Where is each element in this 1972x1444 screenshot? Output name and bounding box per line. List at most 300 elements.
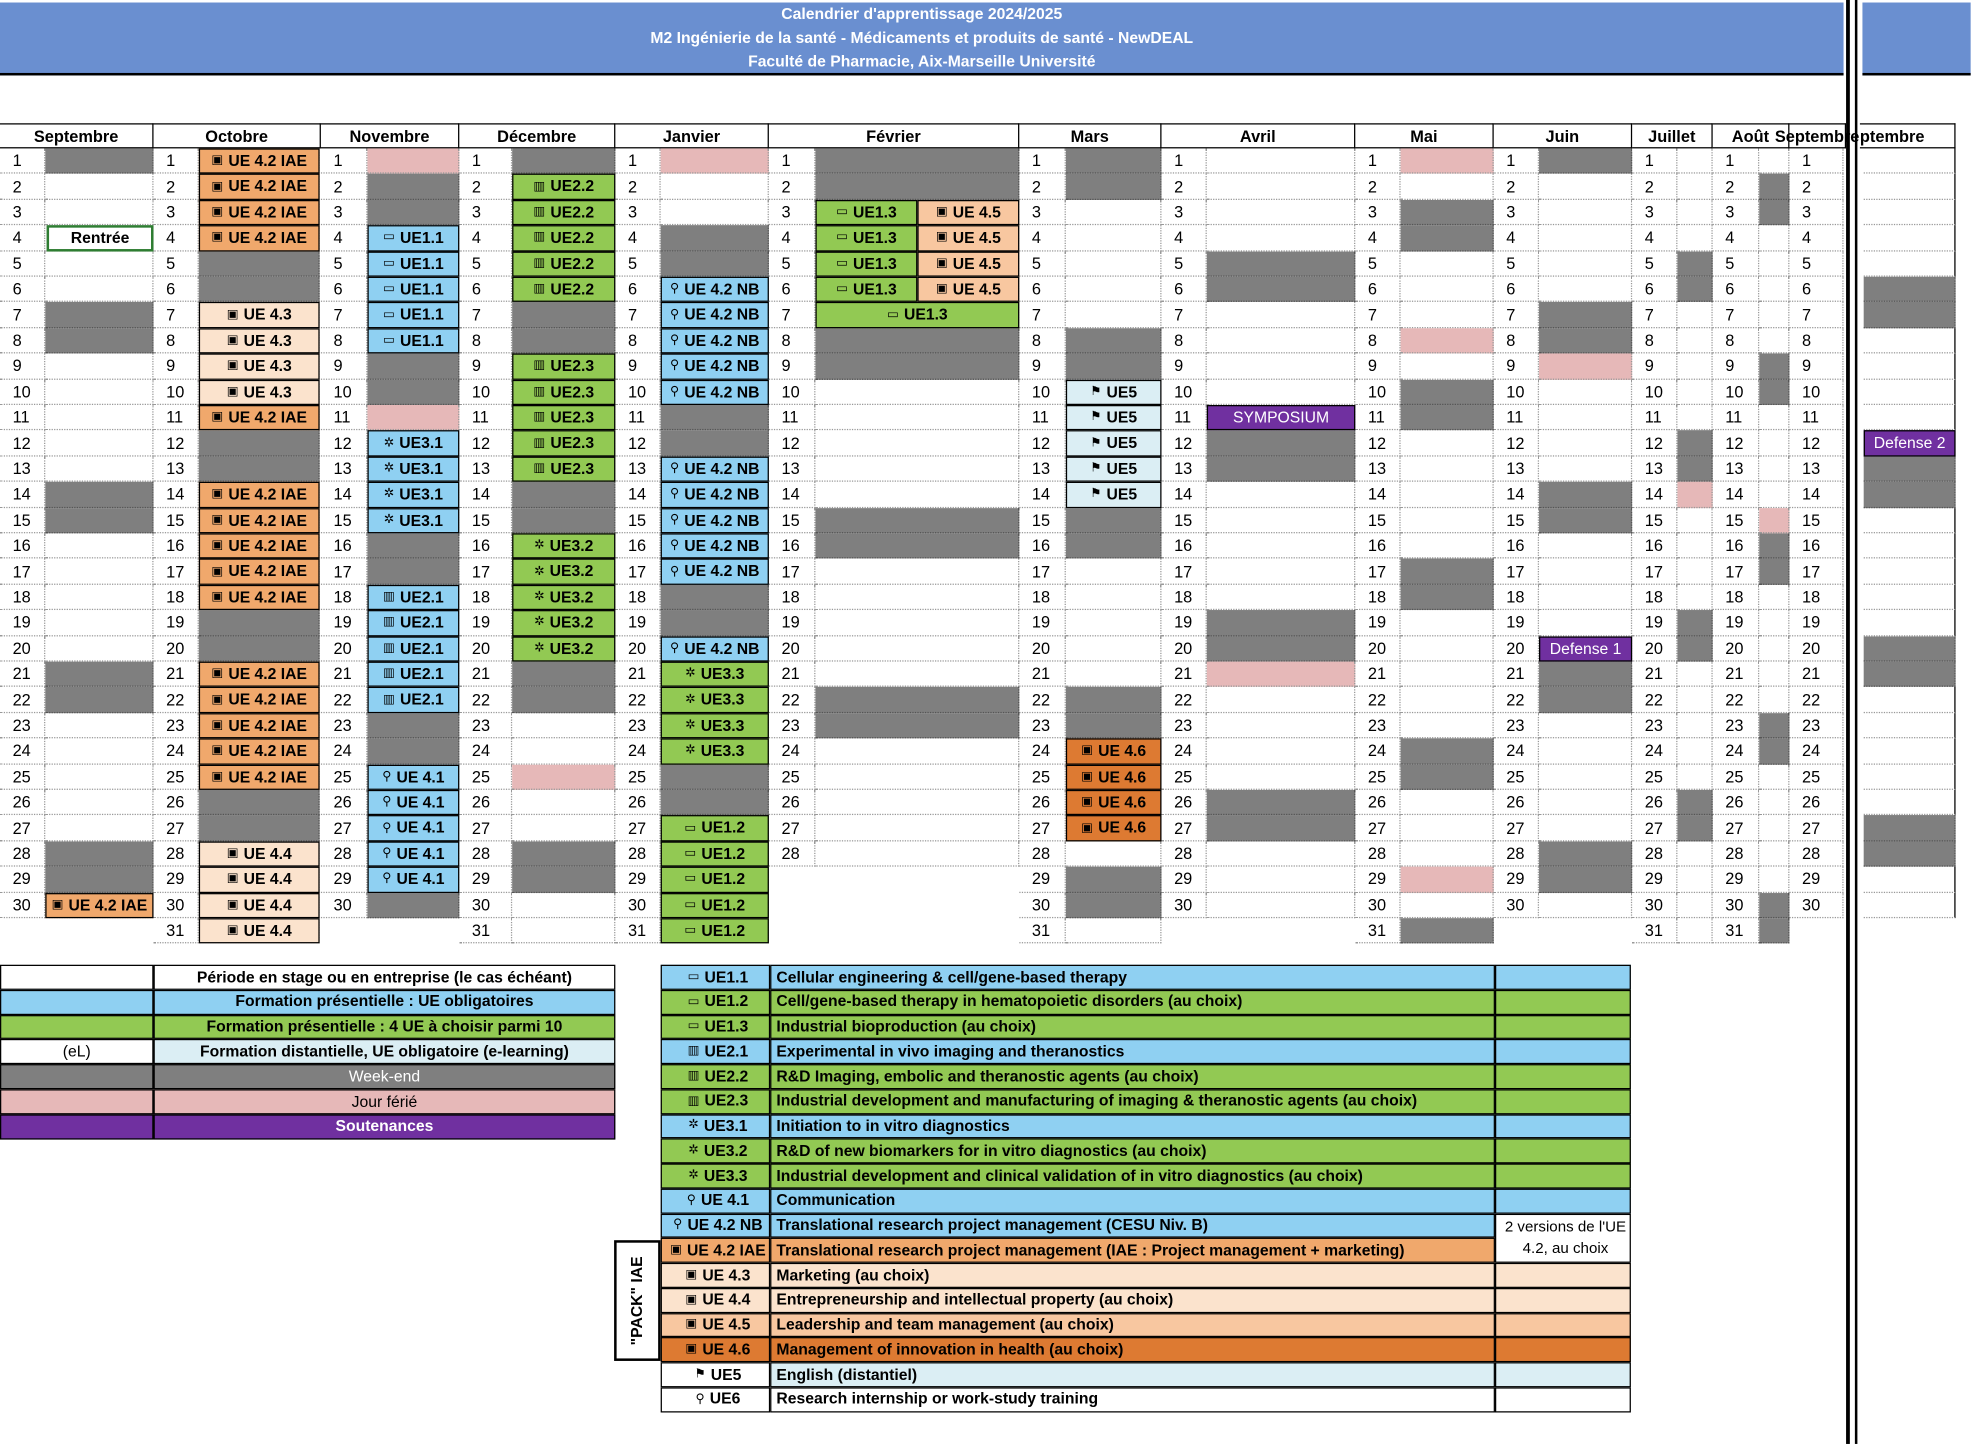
day-number[interactable] xyxy=(321,559,368,585)
day-number[interactable] xyxy=(154,354,199,380)
day-number[interactable] xyxy=(1713,482,1760,508)
course-ue-4-2-iae[interactable] xyxy=(199,713,320,739)
day-number[interactable] xyxy=(1789,508,1843,534)
day-number[interactable] xyxy=(1019,585,1066,611)
day-cell[interactable] xyxy=(512,713,615,739)
day-number[interactable] xyxy=(769,251,816,277)
day-number[interactable] xyxy=(1789,585,1843,611)
day-number[interactable] xyxy=(615,431,660,457)
day-number[interactable] xyxy=(1713,790,1760,816)
day-cell[interactable] xyxy=(1539,174,1632,200)
day-number[interactable] xyxy=(0,610,45,636)
day-cell[interactable] xyxy=(1677,379,1712,405)
day-number[interactable] xyxy=(1494,456,1539,482)
day-number[interactable] xyxy=(1789,328,1843,354)
day-number[interactable] xyxy=(1019,482,1066,508)
day-number[interactable] xyxy=(0,328,45,354)
day-number[interactable] xyxy=(1019,379,1066,405)
day-cell[interactable] xyxy=(1539,790,1632,816)
day-cell[interactable] xyxy=(1401,533,1494,559)
course-ue2-3[interactable] xyxy=(512,379,615,405)
day-number[interactable] xyxy=(1789,533,1843,559)
day-number[interactable] xyxy=(0,816,45,842)
day-number[interactable] xyxy=(769,739,816,765)
course-ue-4-2-iae[interactable] xyxy=(199,508,320,534)
day-number[interactable] xyxy=(1494,225,1539,251)
course-ue-4-2-nb[interactable] xyxy=(661,482,769,508)
day-number[interactable] xyxy=(459,841,512,867)
day-number[interactable] xyxy=(1632,405,1677,431)
day-number[interactable] xyxy=(769,687,816,713)
day-cell[interactable] xyxy=(1759,328,1789,354)
course-ue-4-2-iae[interactable] xyxy=(199,585,320,611)
course-ue1-3[interactable] xyxy=(815,277,917,303)
day-number[interactable] xyxy=(0,174,45,200)
day-cell[interactable] xyxy=(1066,585,1162,611)
day-number[interactable] xyxy=(154,867,199,893)
freeze-pane-divider[interactable] xyxy=(1846,0,1850,1444)
day-cell[interactable] xyxy=(1539,739,1632,765)
day-number[interactable] xyxy=(459,739,512,765)
day-number[interactable] xyxy=(459,867,512,893)
month-header-10[interactable] xyxy=(1632,123,1713,148)
day-cell[interactable] xyxy=(815,482,1019,508)
day-number[interactable] xyxy=(0,841,45,867)
day-number[interactable] xyxy=(1789,431,1843,457)
day-number[interactable] xyxy=(615,379,660,405)
day-cell[interactable] xyxy=(1207,482,1355,508)
day-cell[interactable] xyxy=(1677,174,1712,200)
day-number[interactable] xyxy=(1789,379,1843,405)
course-ue2-3[interactable] xyxy=(512,431,615,457)
day-number[interactable] xyxy=(1019,739,1066,765)
day-number[interactable] xyxy=(1019,918,1066,944)
day-number[interactable] xyxy=(1632,354,1677,380)
day-cell[interactable] xyxy=(1677,405,1712,431)
day-number[interactable] xyxy=(459,456,512,482)
day-number[interactable] xyxy=(1713,893,1760,919)
day-number[interactable] xyxy=(1494,508,1539,534)
course-ue3-3[interactable] xyxy=(661,687,769,713)
day-number[interactable] xyxy=(615,456,660,482)
course-ue-4-2-nb[interactable] xyxy=(661,379,769,405)
day-cell[interactable] xyxy=(1401,251,1494,277)
day-cell[interactable] xyxy=(45,200,153,226)
course-ue-4-2-iae[interactable] xyxy=(199,533,320,559)
course-ue3-2[interactable] xyxy=(512,559,615,585)
course-ue1-1[interactable] xyxy=(367,225,459,251)
day-number[interactable] xyxy=(1632,277,1677,303)
day-number[interactable] xyxy=(1494,790,1539,816)
course-ue1-3[interactable] xyxy=(815,200,917,226)
day-number[interactable] xyxy=(1019,148,1066,174)
day-number[interactable] xyxy=(0,456,45,482)
day-number[interactable] xyxy=(1789,816,1843,842)
day-number[interactable] xyxy=(1632,867,1677,893)
day-number[interactable] xyxy=(1162,893,1207,919)
day-number[interactable] xyxy=(459,713,512,739)
day-number[interactable] xyxy=(321,508,368,534)
day-number[interactable] xyxy=(1713,431,1760,457)
course-ue2-2[interactable] xyxy=(512,277,615,303)
day-number[interactable] xyxy=(1162,867,1207,893)
day-number[interactable] xyxy=(1494,328,1539,354)
day-cell[interactable] xyxy=(1401,174,1494,200)
course-ue-4-2-nb[interactable] xyxy=(661,328,769,354)
course-ue3-2[interactable] xyxy=(512,533,615,559)
day-cell[interactable] xyxy=(45,277,153,303)
day-number[interactable] xyxy=(459,508,512,534)
day-cell[interactable] xyxy=(1401,610,1494,636)
day-number[interactable] xyxy=(1019,713,1066,739)
day-cell[interactable] xyxy=(1401,893,1494,919)
day-cell[interactable] xyxy=(1207,764,1355,790)
course-ue2-1[interactable] xyxy=(367,610,459,636)
day-cell[interactable] xyxy=(45,559,153,585)
day-number[interactable] xyxy=(154,893,199,919)
day-number[interactable] xyxy=(1355,918,1400,944)
course-ue-4-5[interactable] xyxy=(917,251,1019,277)
day-number[interactable] xyxy=(321,687,368,713)
day-number[interactable] xyxy=(1632,739,1677,765)
course-ue3-2[interactable] xyxy=(512,636,615,662)
month-header-3[interactable] xyxy=(459,123,615,148)
day-number[interactable] xyxy=(459,559,512,585)
day-number[interactable] xyxy=(1162,174,1207,200)
day-number[interactable] xyxy=(1632,610,1677,636)
day-number[interactable] xyxy=(1355,482,1400,508)
day-number[interactable] xyxy=(1494,816,1539,842)
day-cell[interactable] xyxy=(1066,610,1162,636)
day-cell[interactable] xyxy=(1677,328,1712,354)
day-number[interactable] xyxy=(1494,764,1539,790)
course-ue-4-2-iae[interactable] xyxy=(199,559,320,585)
day-number[interactable] xyxy=(1355,225,1400,251)
day-number[interactable] xyxy=(1162,482,1207,508)
course-ue-4-3[interactable] xyxy=(199,328,320,354)
day-cell[interactable] xyxy=(815,739,1019,765)
day-number[interactable] xyxy=(1019,687,1066,713)
day-number[interactable] xyxy=(1019,816,1066,842)
day-cell[interactable] xyxy=(1401,687,1494,713)
day-cell[interactable] xyxy=(1207,841,1355,867)
day-number[interactable] xyxy=(459,482,512,508)
course-ue-4-5[interactable] xyxy=(917,225,1019,251)
day-cell[interactable] xyxy=(1677,533,1712,559)
day-number[interactable] xyxy=(769,559,816,585)
day-number[interactable] xyxy=(769,585,816,611)
day-number[interactable] xyxy=(459,200,512,226)
day-cell[interactable] xyxy=(1401,841,1494,867)
day-number[interactable] xyxy=(1355,302,1400,328)
course-ue3-2[interactable] xyxy=(512,610,615,636)
day-number[interactable] xyxy=(769,713,816,739)
day-number[interactable] xyxy=(1494,405,1539,431)
day-number[interactable] xyxy=(1713,174,1760,200)
course-ue3-1[interactable] xyxy=(367,431,459,457)
day-cell[interactable] xyxy=(1677,302,1712,328)
day-number[interactable] xyxy=(615,302,660,328)
day-cell[interactable] xyxy=(1677,918,1712,944)
day-cell[interactable] xyxy=(1759,764,1789,790)
day-number[interactable] xyxy=(1632,764,1677,790)
course-ue1-3[interactable] xyxy=(815,302,1019,328)
day-number[interactable] xyxy=(1713,918,1760,944)
day-cell[interactable] xyxy=(1677,687,1712,713)
day-cell[interactable] xyxy=(815,585,1019,611)
day-number[interactable] xyxy=(1355,610,1400,636)
day-number[interactable] xyxy=(1713,867,1760,893)
course-ue1-2[interactable] xyxy=(661,816,769,842)
day-number[interactable] xyxy=(1713,251,1760,277)
day-number[interactable] xyxy=(1162,841,1207,867)
day-cell[interactable] xyxy=(661,200,769,226)
day-number[interactable] xyxy=(1632,508,1677,534)
course-ue-4-2-nb[interactable] xyxy=(661,456,769,482)
day-number[interactable] xyxy=(459,610,512,636)
month-header-1[interactable] xyxy=(154,123,321,148)
day-number[interactable] xyxy=(1494,302,1539,328)
course-ue2-2[interactable] xyxy=(512,251,615,277)
course-ue1-2[interactable] xyxy=(661,893,769,919)
day-number[interactable] xyxy=(1162,585,1207,611)
day-number[interactable] xyxy=(1355,328,1400,354)
day-cell[interactable] xyxy=(1539,585,1632,611)
day-cell[interactable] xyxy=(1539,764,1632,790)
day-number[interactable] xyxy=(1632,302,1677,328)
course-ue-4-6[interactable] xyxy=(1066,790,1162,816)
day-number[interactable] xyxy=(615,816,660,842)
day-cell[interactable] xyxy=(45,713,153,739)
day-number[interactable] xyxy=(321,893,368,919)
day-number[interactable] xyxy=(1713,636,1760,662)
day-cell[interactable] xyxy=(45,816,153,842)
day-number[interactable] xyxy=(1789,713,1843,739)
day-number[interactable] xyxy=(1494,713,1539,739)
day-number[interactable] xyxy=(321,302,368,328)
day-number[interactable] xyxy=(154,636,199,662)
day-cell[interactable] xyxy=(661,174,769,200)
day-number[interactable] xyxy=(154,456,199,482)
day-number[interactable] xyxy=(1713,739,1760,765)
day-cell[interactable] xyxy=(1539,456,1632,482)
day-number[interactable] xyxy=(1355,841,1400,867)
day-number[interactable] xyxy=(1019,508,1066,534)
course-ue-4-6[interactable] xyxy=(1066,739,1162,765)
day-number[interactable] xyxy=(1162,251,1207,277)
course-ue-4-2-iae[interactable] xyxy=(199,225,320,251)
day-cell[interactable] xyxy=(1401,662,1494,688)
day-number[interactable] xyxy=(1019,405,1066,431)
day-cell[interactable] xyxy=(1539,431,1632,457)
course-ue-4-4[interactable] xyxy=(199,841,320,867)
day-number[interactable] xyxy=(1019,662,1066,688)
day-number[interactable] xyxy=(321,277,368,303)
day-cell[interactable] xyxy=(1401,431,1494,457)
day-number[interactable] xyxy=(1019,790,1066,816)
day-number[interactable] xyxy=(1019,302,1066,328)
day-number[interactable] xyxy=(1494,379,1539,405)
day-number[interactable] xyxy=(0,533,45,559)
day-number[interactable] xyxy=(769,277,816,303)
day-number[interactable] xyxy=(1355,277,1400,303)
day-cell[interactable] xyxy=(1677,354,1712,380)
course-ue2-2[interactable] xyxy=(512,174,615,200)
day-cell[interactable] xyxy=(1759,456,1789,482)
day-number[interactable] xyxy=(1632,713,1677,739)
day-cell[interactable] xyxy=(1677,841,1712,867)
day-number[interactable] xyxy=(1494,354,1539,380)
course-ue-4-2-iae[interactable] xyxy=(199,662,320,688)
day-number[interactable] xyxy=(1162,816,1207,842)
day-number[interactable] xyxy=(0,302,45,328)
day-number[interactable] xyxy=(1789,867,1843,893)
day-number[interactable] xyxy=(321,251,368,277)
day-number[interactable] xyxy=(1789,148,1843,174)
day-cell[interactable] xyxy=(815,662,1019,688)
month-header-9[interactable] xyxy=(1494,123,1632,148)
day-cell[interactable] xyxy=(1759,148,1789,174)
day-number[interactable] xyxy=(154,764,199,790)
day-number[interactable] xyxy=(1494,841,1539,867)
day-number[interactable] xyxy=(1494,559,1539,585)
day-number[interactable] xyxy=(1162,764,1207,790)
day-number[interactable] xyxy=(1355,251,1400,277)
day-number[interactable] xyxy=(1019,200,1066,226)
day-number[interactable] xyxy=(1789,251,1843,277)
day-number[interactable] xyxy=(154,687,199,713)
day-cell[interactable] xyxy=(1759,585,1789,611)
day-number[interactable] xyxy=(154,508,199,534)
day-number[interactable] xyxy=(1162,739,1207,765)
course-ue2-1[interactable] xyxy=(367,636,459,662)
day-number[interactable] xyxy=(1632,790,1677,816)
day-cell[interactable] xyxy=(1677,508,1712,534)
day-number[interactable] xyxy=(1713,687,1760,713)
day-cell[interactable] xyxy=(1677,585,1712,611)
day-number[interactable] xyxy=(321,174,368,200)
day-number[interactable] xyxy=(0,790,45,816)
day-number[interactable] xyxy=(1355,148,1400,174)
day-number[interactable] xyxy=(769,354,816,380)
day-number[interactable] xyxy=(0,148,45,174)
course-ue-4-2-iae[interactable] xyxy=(199,482,320,508)
day-number[interactable] xyxy=(615,636,660,662)
day-number[interactable] xyxy=(1355,867,1400,893)
day-number[interactable] xyxy=(0,354,45,380)
day-number[interactable] xyxy=(154,482,199,508)
day-number[interactable] xyxy=(0,482,45,508)
day-number[interactable] xyxy=(1355,379,1400,405)
day-cell[interactable] xyxy=(1207,867,1355,893)
day-number[interactable] xyxy=(1632,687,1677,713)
day-number[interactable] xyxy=(1789,200,1843,226)
day-cell[interactable] xyxy=(1677,739,1712,765)
day-number[interactable] xyxy=(615,482,660,508)
day-number[interactable] xyxy=(615,200,660,226)
day-number[interactable] xyxy=(0,867,45,893)
course-ue2-3[interactable] xyxy=(512,405,615,431)
day-cell[interactable] xyxy=(512,790,615,816)
day-number[interactable] xyxy=(769,379,816,405)
course-ue2-2[interactable] xyxy=(512,225,615,251)
day-number[interactable] xyxy=(1632,456,1677,482)
day-number[interactable] xyxy=(1494,148,1539,174)
day-number[interactable] xyxy=(459,533,512,559)
day-number[interactable] xyxy=(1019,559,1066,585)
month-header-8[interactable] xyxy=(1355,123,1493,148)
day-number[interactable] xyxy=(1789,405,1843,431)
day-number[interactable] xyxy=(1713,328,1760,354)
day-number[interactable] xyxy=(1713,585,1760,611)
day-number[interactable] xyxy=(1632,200,1677,226)
day-number[interactable] xyxy=(1494,533,1539,559)
day-cell[interactable] xyxy=(1539,610,1632,636)
day-number[interactable] xyxy=(615,867,660,893)
day-cell[interactable] xyxy=(1759,816,1789,842)
day-number[interactable] xyxy=(154,918,199,944)
course-ue-4-2-iae[interactable] xyxy=(45,893,153,919)
day-number[interactable] xyxy=(1162,200,1207,226)
month-header-4[interactable] xyxy=(615,123,769,148)
month-header-7[interactable] xyxy=(1162,123,1356,148)
day-cell[interactable] xyxy=(815,379,1019,405)
day-cell[interactable] xyxy=(815,559,1019,585)
day-number[interactable] xyxy=(1789,764,1843,790)
day-number[interactable] xyxy=(1789,559,1843,585)
day-number[interactable] xyxy=(1713,354,1760,380)
day-number[interactable] xyxy=(1789,354,1843,380)
day-cell[interactable] xyxy=(1401,302,1494,328)
day-number[interactable] xyxy=(769,482,816,508)
course-ue-4-1[interactable] xyxy=(367,790,459,816)
day-number[interactable] xyxy=(1632,559,1677,585)
day-number[interactable] xyxy=(0,585,45,611)
day-cell[interactable] xyxy=(1066,918,1162,944)
course-ue2-3[interactable] xyxy=(512,354,615,380)
day-number[interactable] xyxy=(1713,456,1760,482)
day-number[interactable] xyxy=(615,687,660,713)
day-number[interactable] xyxy=(1019,610,1066,636)
day-number[interactable] xyxy=(1713,841,1760,867)
day-number[interactable] xyxy=(769,328,816,354)
day-number[interactable] xyxy=(615,841,660,867)
course-ue5[interactable] xyxy=(1066,379,1162,405)
day-number[interactable] xyxy=(321,739,368,765)
day-number[interactable] xyxy=(1494,662,1539,688)
month-header-5[interactable] xyxy=(769,123,1019,148)
day-number[interactable] xyxy=(769,790,816,816)
defense-1-cell[interactable] xyxy=(1539,636,1632,662)
course-ue3-1[interactable] xyxy=(367,508,459,534)
day-number[interactable] xyxy=(1632,328,1677,354)
day-cell[interactable] xyxy=(1677,867,1712,893)
day-number[interactable] xyxy=(154,148,199,174)
course-ue-4-2-nb[interactable] xyxy=(661,277,769,303)
day-number[interactable] xyxy=(615,277,660,303)
day-cell[interactable] xyxy=(45,456,153,482)
day-number[interactable] xyxy=(1019,456,1066,482)
day-number[interactable] xyxy=(1632,636,1677,662)
course-ue-4-2-nb[interactable] xyxy=(661,302,769,328)
course-ue-4-2-nb[interactable] xyxy=(661,533,769,559)
day-number[interactable] xyxy=(321,764,368,790)
day-cell[interactable] xyxy=(1066,225,1162,251)
day-cell[interactable] xyxy=(1539,277,1632,303)
day-number[interactable] xyxy=(1632,841,1677,867)
day-number[interactable] xyxy=(459,918,512,944)
day-cell[interactable] xyxy=(1759,662,1789,688)
